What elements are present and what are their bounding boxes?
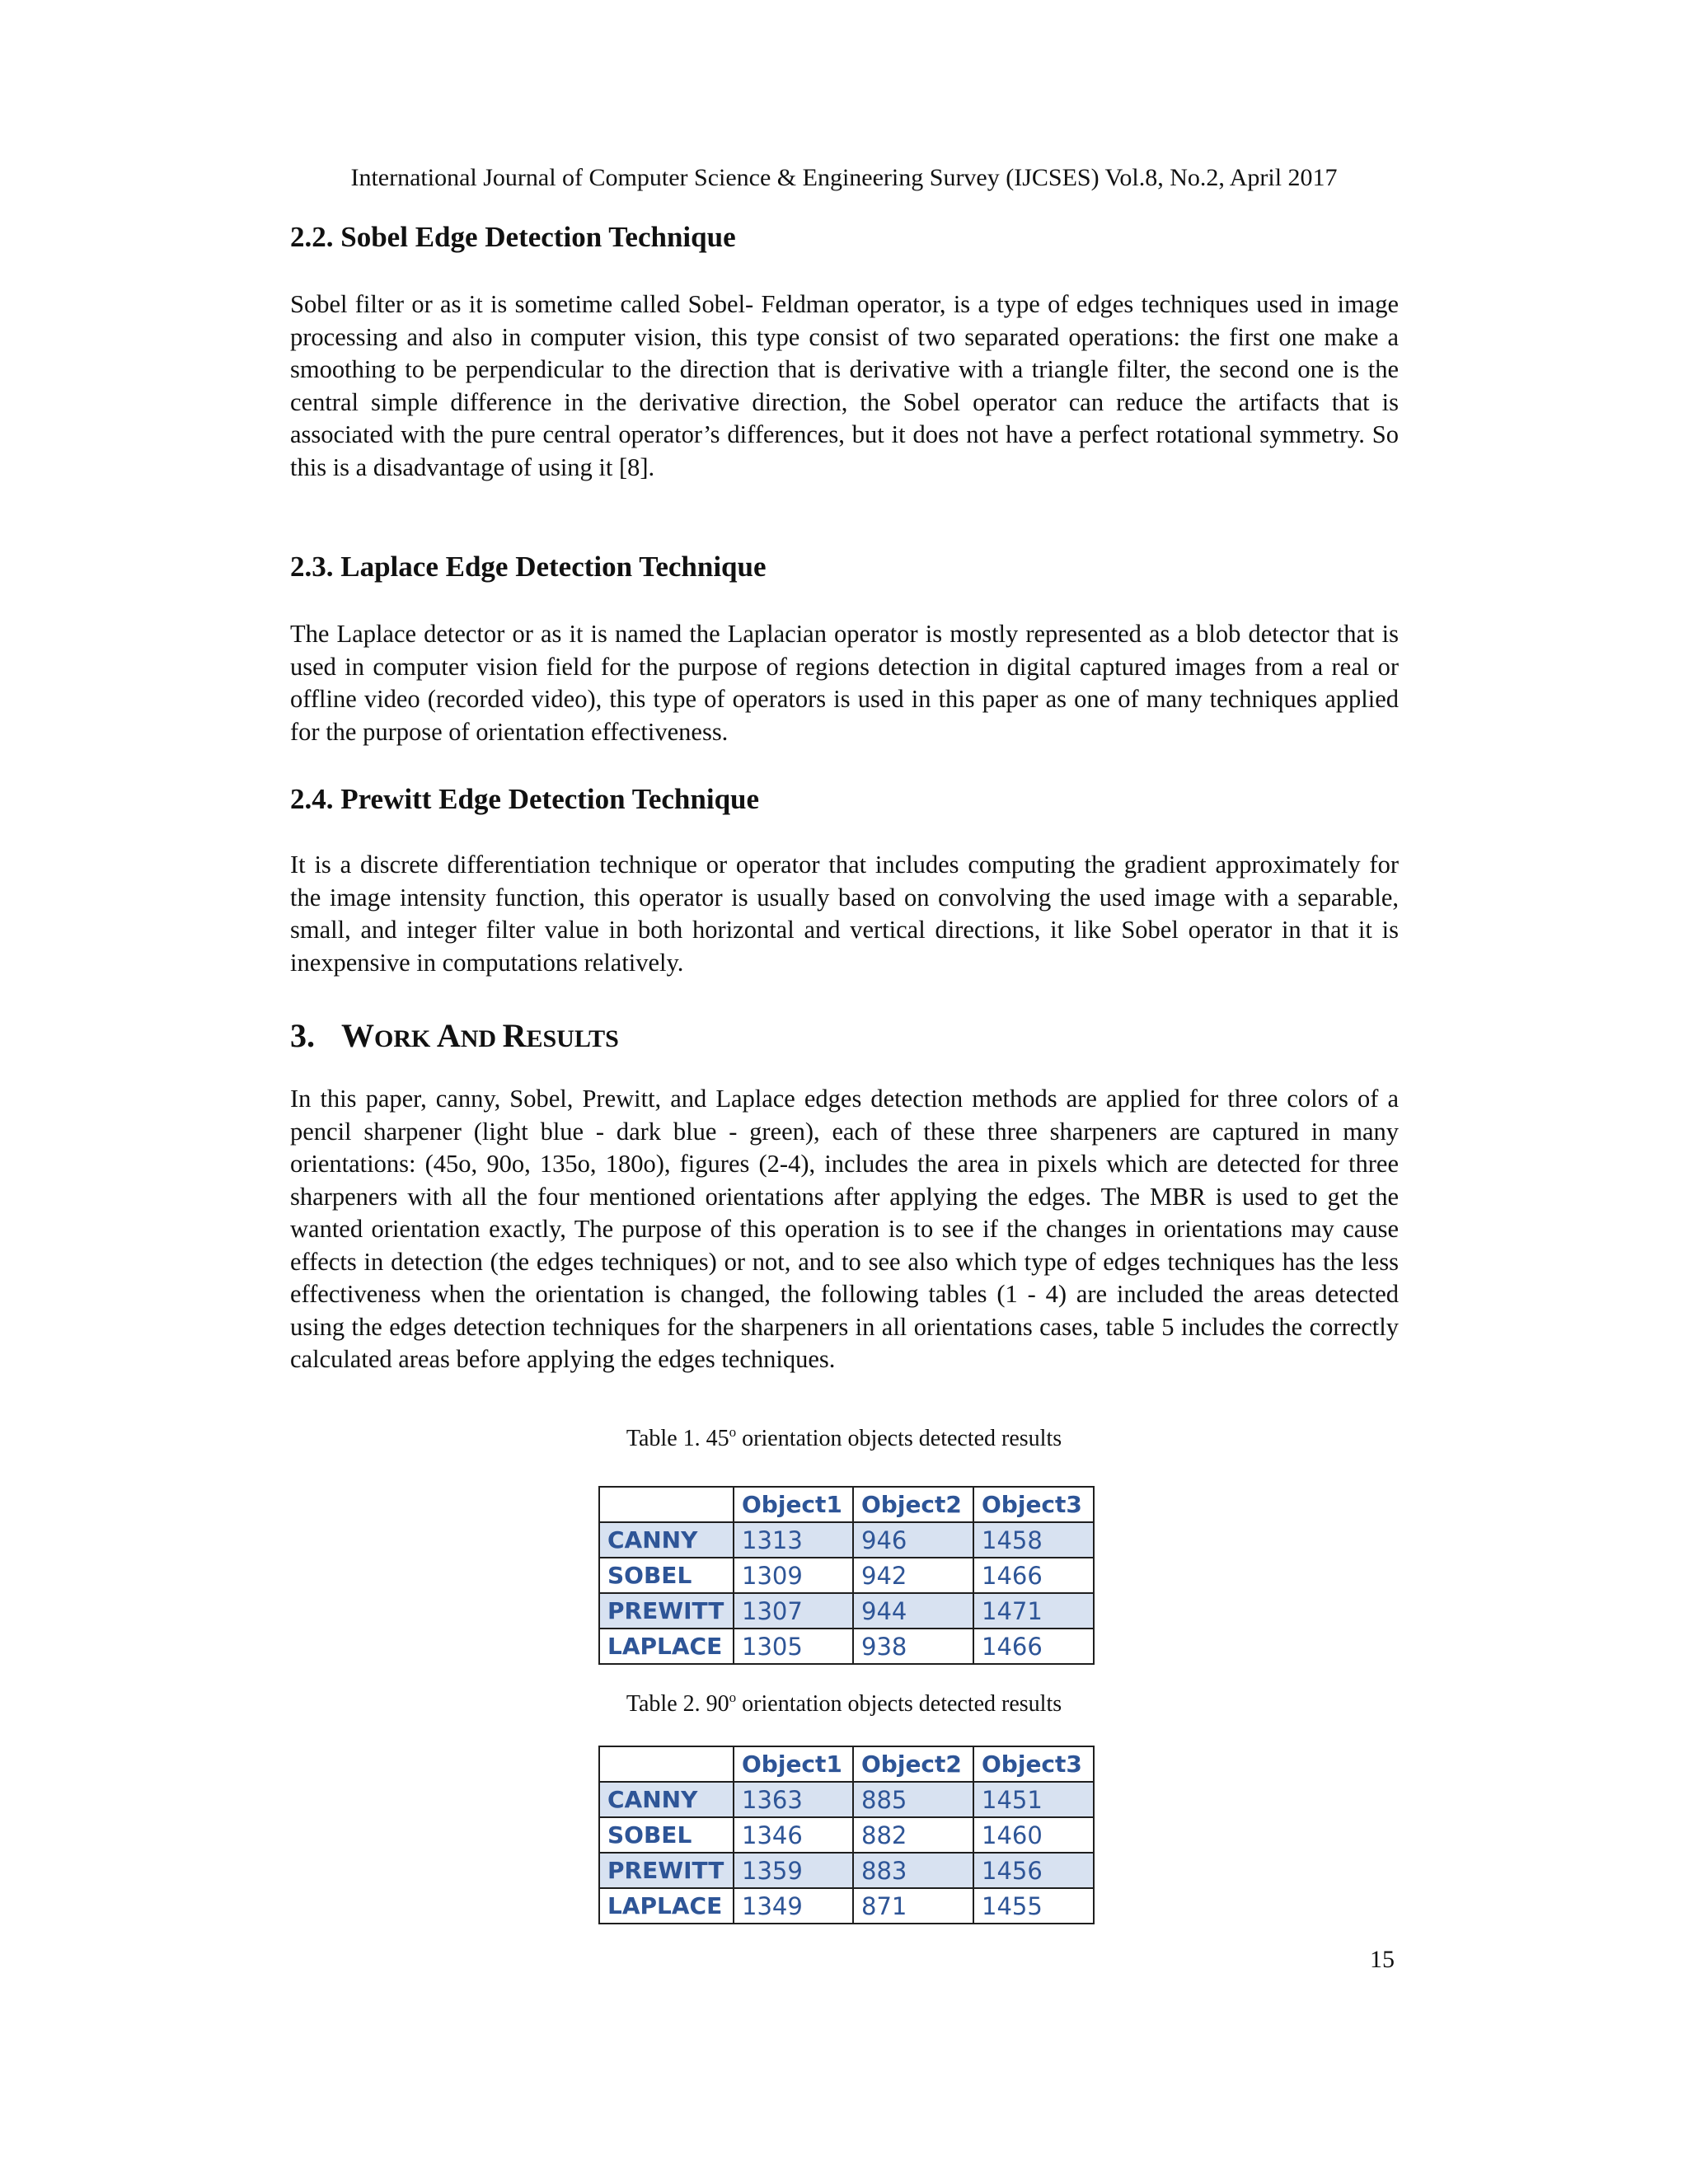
table-row — [599, 1558, 1094, 1593]
table-cell: 944 — [853, 1593, 973, 1629]
table-cell: 1455 — [973, 1888, 1094, 1924]
paragraph-sobel: Sobel filter or as it is sometime called Sobel- Feldman operator, is a type of edges techniques used in image processing and also in computer vision, this type consist of two separated operations: the first one make a smoothing to be perpendicular to the direction that is derivative with a triangle filter, the second one is the central simple difference in the derivative direction, the Sobel operator can reduce the artifacts that is associated with the pure central operator’s differences, but it does not have a perfect rotational symmetry. So this is a disadvantage of using it [8]. — [290, 290, 1399, 481]
table-cell: 1456 — [973, 1853, 1094, 1888]
section-number: 3. — [290, 1017, 315, 1054]
table-row — [599, 1817, 1094, 1853]
table-header-row — [599, 1487, 1094, 1522]
table-row — [599, 1522, 1094, 1558]
column-header: Object1 — [734, 1487, 853, 1522]
table-row — [599, 1593, 1094, 1629]
table-cell: 883 — [853, 1853, 973, 1888]
row-label: LAPLACE — [599, 1888, 734, 1924]
table-cell: 1451 — [973, 1782, 1094, 1817]
table-2-caption: Table 2. 90$^o$ orientation objects detected results — [626, 1690, 1062, 1717]
table-cell: 1466 — [973, 1629, 1094, 1664]
section-heading-prewitt: 2.4. Prewitt Edge Detection Technique — [290, 783, 760, 815]
column-header: Object3 — [973, 1746, 1094, 1782]
row-label: CANNY — [599, 1522, 734, 1558]
table-row — [599, 1853, 1094, 1888]
table-cell: 1363 — [734, 1782, 853, 1817]
row-label: PREWITT — [599, 1853, 734, 1888]
table-cell: 1471 — [973, 1593, 1094, 1629]
paragraph-work-and-results: In this paper, canny, Sobel, Prewitt, and Laplace edges detection methods are applied for three colors of a pencil sharpener (light blue - dark blue - green), each of these three sharpeners are captured in many orientations: (45o, 90o, 135o, 180o), figures (2-4), includes the area in pixels which are detected for three sharpeners with all the four mentioned orientations after applying the edges. The MBR is used to get the wanted orientation exactly, The purpose of this operation is to see if the changes in orientations may cause effects in detection (the edges techniques) or not, and to see also which type of edges techniques has the less effectiveness when the orientation is changed, the following tables (1 - 4) are included the areas detected using the edges detection techniques for the sharpeners in all orientations cases, table 5 includes the correctly calculated areas before applying the edges techniques. — [290, 1085, 1399, 1373]
table-row — [599, 1629, 1094, 1664]
table-cell: 946 — [853, 1522, 973, 1558]
section-heading-laplace: 2.3. Laplace Edge Detection Technique — [290, 551, 767, 583]
column-header: Object2 — [853, 1487, 973, 1522]
row-label: PREWITT — [599, 1593, 734, 1629]
column-header: Object3 — [973, 1487, 1094, 1522]
section-heading-sobel: 2.2. Sobel Edge Detection Technique — [290, 221, 736, 253]
table-cell: 1305 — [734, 1629, 853, 1664]
table-cell: 871 — [853, 1888, 973, 1924]
table-row — [599, 1888, 1094, 1924]
page-number: 15 — [1370, 1946, 1395, 1973]
paragraph-prewitt: It is a discrete differentiation technique or operator that includes computing the gradient approximately for the image intensity function, this operator is usually based on convolving the used image with a separable, small, and integer filter value in both horizontal and vertical directions, it like Sobel operator in that it is inexpensive in computations relatively. — [290, 851, 1399, 977]
table-cell: 882 — [853, 1817, 973, 1853]
row-label: SOBEL — [599, 1558, 734, 1593]
column-header — [599, 1746, 734, 1782]
section-heading-work-and-results: 3. WORK AND RESULTS — [290, 1015, 619, 1060]
column-header — [599, 1487, 734, 1522]
table-cell: 1466 — [973, 1558, 1094, 1593]
row-label: LAPLACE — [599, 1629, 734, 1664]
table-cell: 938 — [853, 1629, 973, 1664]
table-cell: 1458 — [973, 1522, 1094, 1558]
running-header: International Journal of Computer Science & Engineering Survey (IJCSES) Vol.8, No.2, April 2017 — [350, 164, 1338, 191]
column-header: Object2 — [853, 1746, 973, 1782]
table-cell: 1359 — [734, 1853, 853, 1888]
table-1-caption: Table 1. 45$^o$ orientation objects detected results — [626, 1424, 1062, 1451]
table-1 — [598, 1486, 1095, 1665]
table-row — [599, 1782, 1094, 1817]
table-cell: 1307 — [734, 1593, 853, 1629]
row-label: CANNY — [599, 1782, 734, 1817]
table-cell: 1309 — [734, 1558, 853, 1593]
row-label: SOBEL — [599, 1817, 734, 1853]
table-cell: 1460 — [973, 1817, 1094, 1853]
table-cell: 942 — [853, 1558, 973, 1593]
table-cell: 1349 — [734, 1888, 853, 1924]
paragraph-laplace: The Laplace detector or as it is named the Laplacian operator is mostly represented as a blob detector that is used in computer vision field for the purpose of regions detection in digital captured images from a real or offline video (recorded video), this type of operators is used in this paper as one of many techniques applied for the purpose of orientation effectiveness. — [290, 620, 1399, 746]
table-cell: 1313 — [734, 1522, 853, 1558]
table-cell: 1346 — [734, 1817, 853, 1853]
column-header: Object1 — [734, 1746, 853, 1782]
table-2 — [598, 1746, 1095, 1924]
table-header-row — [599, 1746, 1094, 1782]
table-cell: 885 — [853, 1782, 973, 1817]
